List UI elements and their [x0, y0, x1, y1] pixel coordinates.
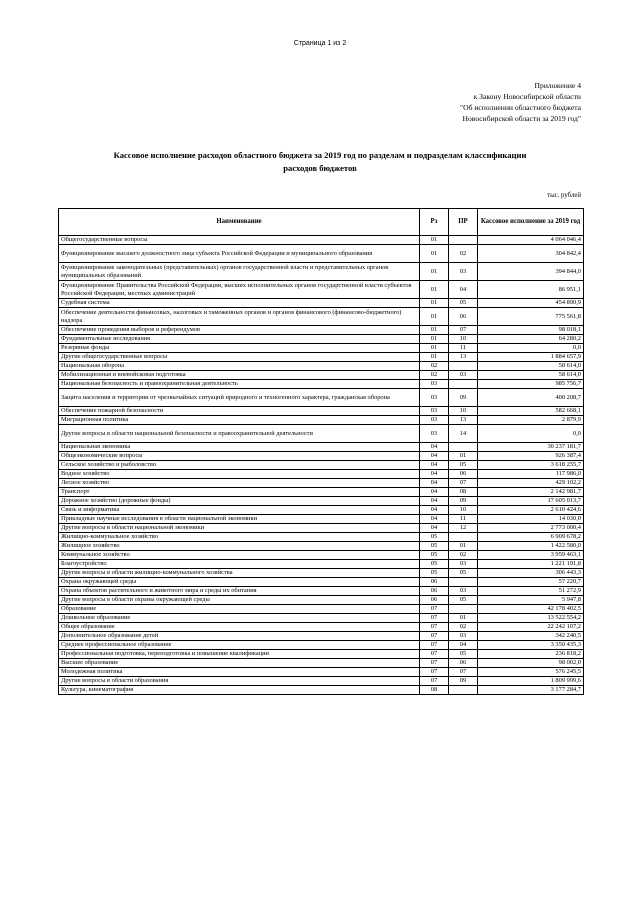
cell-name: Другие общегосударственные вопросы	[59, 353, 420, 362]
cell-rz: 05	[420, 560, 449, 569]
cell-name: Национальная экономика	[59, 443, 420, 452]
cell-value: 51 272,9	[478, 587, 584, 596]
table-row	[59, 614, 584, 623]
cell-pr: 03	[449, 587, 478, 596]
cell-rz: 03	[420, 425, 449, 443]
cell-value: 400 208,7	[478, 389, 584, 407]
document-title	[60, 149, 580, 175]
cell-pr: 01	[449, 542, 478, 551]
cell-pr: 08	[449, 488, 478, 497]
cell-name: Общее образование	[59, 623, 420, 632]
cell-rz: 07	[420, 623, 449, 632]
table-row	[59, 353, 584, 362]
cell-value: 306 443,3	[478, 569, 584, 578]
cell-rz: 01	[420, 236, 449, 245]
cell-pr: 11	[449, 344, 478, 353]
header-rz: Рз	[420, 209, 449, 236]
cell-rz: 04	[420, 506, 449, 515]
cell-value: 64 280,2	[478, 335, 584, 344]
cell-pr: 05	[449, 569, 478, 578]
cell-pr: 09	[449, 677, 478, 686]
cell-value: 58 614,0	[478, 371, 584, 380]
cell-value: 2 773 000,4	[478, 524, 584, 533]
cell-pr	[449, 362, 478, 371]
cell-pr: 02	[449, 245, 478, 263]
cell-rz: 01	[420, 335, 449, 344]
cell-pr: 02	[449, 623, 478, 632]
cell-pr	[449, 443, 478, 452]
cell-name: Фундаментальные исследования	[59, 335, 420, 344]
cell-value: 3 350 435,3	[478, 641, 584, 650]
cell-name: Другие вопросы в области жилищно-коммунального хозяйства	[59, 569, 420, 578]
cell-value: 1 422 580,0	[478, 542, 584, 551]
cell-pr: 09	[449, 497, 478, 506]
cell-value: 236 818,2	[478, 650, 584, 659]
cell-value: 14 030,0	[478, 515, 584, 524]
header-name: Наименование	[59, 209, 420, 236]
cell-rz: 05	[420, 551, 449, 560]
table-row	[59, 533, 584, 542]
cell-name: Молодежная политика	[59, 668, 420, 677]
cell-pr: 04	[449, 281, 478, 299]
table-row	[59, 596, 584, 605]
cell-value: 22 242 107,2	[478, 623, 584, 632]
cell-rz: 07	[420, 614, 449, 623]
cell-value: 13 522 554,2	[478, 614, 584, 623]
cell-name: Функционирование законодательных (представительных) органов государственной власти и представительных органов муниципальных образований	[59, 263, 420, 281]
cell-pr: 13	[449, 416, 478, 425]
table-row	[59, 650, 584, 659]
cell-rz: 04	[420, 515, 449, 524]
cell-rz: 06	[420, 587, 449, 596]
table-row	[59, 470, 584, 479]
cell-value: 2 879,9	[478, 416, 584, 425]
table-row	[59, 623, 584, 632]
cell-value: 1 884 657,9	[478, 353, 584, 362]
cell-pr: 06	[449, 659, 478, 668]
appendix-line: Новосибирской области за 2019 год"	[462, 114, 581, 123]
cell-value: 42 178 402,5	[478, 605, 584, 614]
table-row	[59, 326, 584, 335]
cell-pr: 14	[449, 425, 478, 443]
cell-name: Лесное хозяйство	[59, 479, 420, 488]
cell-rz: 01	[420, 281, 449, 299]
cell-rz: 01	[420, 299, 449, 308]
cell-pr: 10	[449, 407, 478, 416]
cell-value: 775 561,8	[478, 308, 584, 326]
cell-rz: 03	[420, 380, 449, 389]
cell-rz: 04	[420, 443, 449, 452]
cell-pr: 06	[449, 470, 478, 479]
appendix-block	[460, 80, 581, 124]
cell-value: 17 605 013,7	[478, 497, 584, 506]
cell-rz: 04	[420, 497, 449, 506]
cell-rz: 08	[420, 686, 449, 695]
table-row	[59, 587, 584, 596]
table-header-row	[59, 209, 584, 236]
cell-value: 3 618 255,7	[478, 461, 584, 470]
cell-value: 429 102,2	[478, 479, 584, 488]
cell-pr: 10	[449, 506, 478, 515]
cell-name: Функционирование Правительства Российской Федерации, высших исполнительных органов государственной власти субъектов Российской Федерации, местных администраций	[59, 281, 420, 299]
cell-value: 5 947,8	[478, 596, 584, 605]
cell-name: Охрана окружающей среды	[59, 578, 420, 587]
cell-value: 985 756,7	[478, 380, 584, 389]
cell-rz: 01	[420, 326, 449, 335]
cell-value: 98 018,1	[478, 326, 584, 335]
cell-name: Среднее профессиональное образование	[59, 641, 420, 650]
appendix-line: Приложение 4	[534, 81, 581, 90]
cell-value: 926 387,4	[478, 452, 584, 461]
table-row	[59, 479, 584, 488]
cell-pr: 03	[449, 560, 478, 569]
table-row	[59, 488, 584, 497]
cell-pr: 03	[449, 263, 478, 281]
header-pr: ПР	[449, 209, 478, 236]
cell-rz: 04	[420, 461, 449, 470]
cell-name: Общеэкономические вопросы	[59, 452, 420, 461]
cell-pr: 07	[449, 479, 478, 488]
cell-value: 2 142 981,7	[478, 488, 584, 497]
table-row	[59, 362, 584, 371]
table-row	[59, 308, 584, 326]
appendix-line: "Об исполнении областного бюджета	[460, 103, 581, 112]
cell-name: Резервные фонды	[59, 344, 420, 353]
cell-pr	[449, 236, 478, 245]
cell-value: 117 986,0	[478, 470, 584, 479]
cell-pr: 01	[449, 614, 478, 623]
cell-rz: 07	[420, 659, 449, 668]
cell-value: 576 245,5	[478, 668, 584, 677]
cell-rz: 01	[420, 263, 449, 281]
cell-rz: 02	[420, 371, 449, 380]
cell-value: 582 668,1	[478, 407, 584, 416]
cell-value: 1 809 999,6	[478, 677, 584, 686]
cell-name: Обеспечение проведения выборов и референдумов	[59, 326, 420, 335]
cell-pr: 07	[449, 326, 478, 335]
table-row	[59, 506, 584, 515]
cell-value: 3 959 463,1	[478, 551, 584, 560]
cell-rz: 01	[420, 353, 449, 362]
table-row	[59, 443, 584, 452]
cell-pr: 13	[449, 353, 478, 362]
cell-name: Охрана объектов растительного и животного мира и среды их обитания	[59, 587, 420, 596]
cell-name: Дошкольное образование	[59, 614, 420, 623]
cell-value: 3 177 284,7	[478, 686, 584, 695]
table-row	[59, 335, 584, 344]
cell-rz: 07	[420, 668, 449, 677]
cell-name: Культура, кинематография	[59, 686, 420, 695]
cell-name: Связь и информатика	[59, 506, 420, 515]
cell-pr: 05	[449, 596, 478, 605]
cell-pr: 01	[449, 452, 478, 461]
table-row	[59, 389, 584, 407]
cell-name: Дорожное хозяйство (дорожные фонды)	[59, 497, 420, 506]
cell-pr	[449, 533, 478, 542]
table-row	[59, 461, 584, 470]
table-row	[59, 569, 584, 578]
cell-name: Функционирование высшего должностного лица субъекта Российской Федерации и муниципального образования	[59, 245, 420, 263]
table-row	[59, 686, 584, 695]
cell-rz: 01	[420, 344, 449, 353]
table-row	[59, 497, 584, 506]
cell-name: Общегосударственные вопросы	[59, 236, 420, 245]
cell-name: Коммунальное хозяйство	[59, 551, 420, 560]
cell-pr: 02	[449, 551, 478, 560]
table-row	[59, 551, 584, 560]
cell-value: 4 064 046,4	[478, 236, 584, 245]
cell-value: 30 237 181,7	[478, 443, 584, 452]
table-row	[59, 524, 584, 533]
cell-rz: 07	[420, 677, 449, 686]
document-title-line: расходов бюджетов	[283, 163, 357, 173]
cell-name: Другие вопросы в области национальной экономики	[59, 524, 420, 533]
cell-name: Высшее образование	[59, 659, 420, 668]
table-row	[59, 641, 584, 650]
cell-value: 0,0	[478, 344, 584, 353]
table-row	[59, 299, 584, 308]
cell-value: 98 002,0	[478, 659, 584, 668]
table-row	[59, 632, 584, 641]
cell-value: 57 220,7	[478, 578, 584, 587]
cell-name: Водное хозяйство	[59, 470, 420, 479]
cell-rz: 03	[420, 407, 449, 416]
cell-name: Другие вопросы в области образования	[59, 677, 420, 686]
cell-value: 2 610 424,6	[478, 506, 584, 515]
cell-pr	[449, 380, 478, 389]
table-row	[59, 416, 584, 425]
cell-value: 342 240,5	[478, 632, 584, 641]
cell-value: 0,0	[478, 425, 584, 443]
table-row	[59, 407, 584, 416]
appendix-line: к Закону Новосибирской области	[473, 92, 581, 101]
cell-name: Образование	[59, 605, 420, 614]
cell-pr: 07	[449, 668, 478, 677]
cell-rz: 06	[420, 596, 449, 605]
table-row	[59, 677, 584, 686]
table-row	[59, 380, 584, 389]
cell-name: Обеспечение пожарной безопасности	[59, 407, 420, 416]
table-row	[59, 659, 584, 668]
cell-name: Национальная безопасность и правоохранительная деятельность	[59, 380, 420, 389]
cell-pr	[449, 605, 478, 614]
cell-value: 6 909 678,2	[478, 533, 584, 542]
table-row	[59, 245, 584, 263]
cell-name: Миграционная политика	[59, 416, 420, 425]
table-row	[59, 605, 584, 614]
table-row	[59, 515, 584, 524]
cell-pr: 10	[449, 335, 478, 344]
cell-name: Транспорт	[59, 488, 420, 497]
cell-name: Другие вопросы в области охраны окружающей среды	[59, 596, 420, 605]
cell-rz: 07	[420, 641, 449, 650]
cell-rz: 01	[420, 308, 449, 326]
cell-rz: 06	[420, 578, 449, 587]
page-header: Страница 1 из 2	[293, 40, 347, 47]
cell-name: Обеспечение деятельности финансовых, налоговых и таможенных органов и органов финансового (финансово-бюджетного) надзора	[59, 308, 420, 326]
cell-rz: 04	[420, 488, 449, 497]
cell-pr	[449, 578, 478, 587]
cell-name: Другие вопросы в области национальной безопасности и правоохранительной деятельности	[59, 425, 420, 443]
cell-name: Национальная оборона	[59, 362, 420, 371]
cell-pr: 12	[449, 524, 478, 533]
cell-pr	[449, 686, 478, 695]
cell-value: 304 842,4	[478, 245, 584, 263]
cell-rz: 03	[420, 389, 449, 407]
table-row	[59, 542, 584, 551]
cell-value: 1 221 191,8	[478, 560, 584, 569]
table-row	[59, 344, 584, 353]
cell-name: Профессиональная подготовка, переподготовка и повышение квалификации	[59, 650, 420, 659]
table-row	[59, 281, 584, 299]
cell-value: 454 890,9	[478, 299, 584, 308]
cell-pr: 06	[449, 308, 478, 326]
cell-value: 394 844,0	[478, 263, 584, 281]
table-row	[59, 578, 584, 587]
cell-rz: 04	[420, 470, 449, 479]
cell-name: Прикладные научные исследования в области национальной экономики	[59, 515, 420, 524]
cell-value: 86 951,1	[478, 281, 584, 299]
table-row	[59, 371, 584, 380]
table-row	[59, 668, 584, 677]
cell-value: 58 614,0	[478, 362, 584, 371]
cell-pr: 05	[449, 461, 478, 470]
cell-pr: 05	[449, 299, 478, 308]
cell-name: Жилищно-коммунальное хозяйство	[59, 533, 420, 542]
table-row	[59, 452, 584, 461]
document-title-line: Кассовое исполнение расходов областного бюджета за 2019 год по разделам и подразделам классификации	[113, 150, 527, 160]
cell-name: Защита населения и территории от чрезвычайных ситуаций природного и техногенного характера, гражданская оборона	[59, 389, 420, 407]
cell-rz: 05	[420, 542, 449, 551]
cell-name: Мобилизационная и вневойсковая подготовка	[59, 371, 420, 380]
cell-name: Жилищное хозяйство	[59, 542, 420, 551]
cell-rz: 07	[420, 632, 449, 641]
cell-pr: 03	[449, 371, 478, 380]
table-row	[59, 560, 584, 569]
cell-rz: 07	[420, 605, 449, 614]
table-row	[59, 263, 584, 281]
cell-rz: 04	[420, 524, 449, 533]
cell-pr: 03	[449, 632, 478, 641]
cell-rz: 01	[420, 245, 449, 263]
table-row	[59, 236, 584, 245]
cell-rz: 03	[420, 416, 449, 425]
cell-rz: 05	[420, 533, 449, 542]
cell-rz: 04	[420, 452, 449, 461]
cell-name: Дополнительное образование детей	[59, 632, 420, 641]
cell-rz: 04	[420, 479, 449, 488]
units-label: тыс. рублей	[547, 192, 581, 199]
cell-pr: 09	[449, 389, 478, 407]
cell-rz: 05	[420, 569, 449, 578]
cell-pr: 05	[449, 650, 478, 659]
cell-name: Судебная система	[59, 299, 420, 308]
table-row	[59, 425, 584, 443]
cell-pr: 04	[449, 641, 478, 650]
cell-rz: 07	[420, 650, 449, 659]
cell-rz: 02	[420, 362, 449, 371]
budget-table	[58, 208, 584, 695]
cell-name: Сельское хозяйство и рыболовство	[59, 461, 420, 470]
cell-name: Благоустройство	[59, 560, 420, 569]
cell-pr: 11	[449, 515, 478, 524]
header-value: Кассовое исполнение за 2019 год	[478, 209, 584, 236]
